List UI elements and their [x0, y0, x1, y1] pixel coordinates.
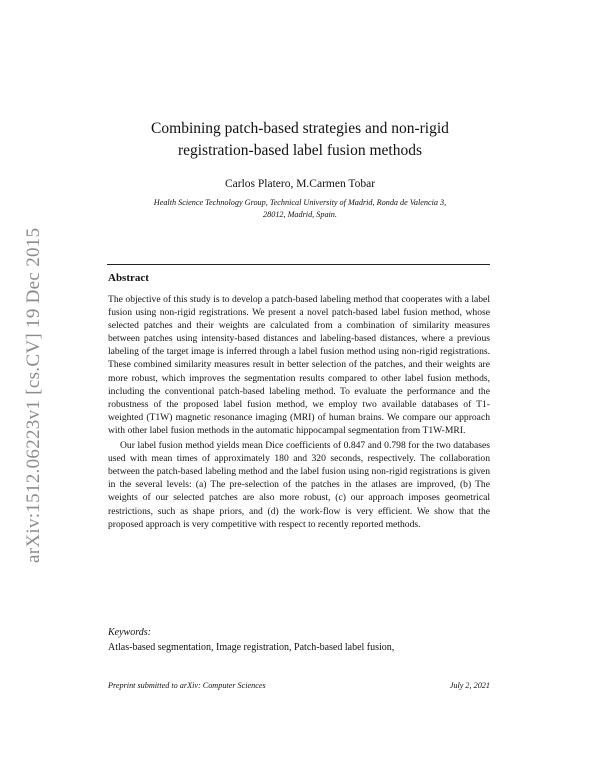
paper-title — [100, 118, 500, 162]
arxiv-identifier-stamp: arXiv:1512.06223v1 [cs.CV] 19 Dec 2015 — [23, 227, 44, 563]
author-affiliation — [100, 197, 500, 221]
keywords-label: Keywords: — [108, 627, 151, 638]
title-line-1: Combining patch-based strategies and non-rigid — [151, 120, 449, 137]
abstract-body — [108, 293, 490, 531]
affiliation-line-2: 28012, Madrid, Spain. — [263, 210, 337, 219]
footer-preprint-note: Preprint submitted to arXiv: Computer Sciences — [108, 681, 266, 690]
page-footer — [108, 681, 490, 690]
abstract-top-rule — [107, 264, 490, 265]
abstract-paragraph-1: The objective of this study is to develop a patch-based labeling method that cooperates with a label fusion using non-rigid registrations. We present a novel patch-based label fusion method, whose selected patches and their weights are calculated from a combination of similarity measures between patches using intensity-based distances and labeling-based distances, where a previous labeling of the target image is inferred through a label fusion method using non-rigid registrations. These combined similarity measures result in better selection of the patches, and their weights are more robust, which improves the segmentation results compared to other label fusion methods, including the conventional patch-based labeling method. To evaluate the performance and the robustness of the proposed label fusion method, we employ two available databases of T1-weighted (T1W) magnetic resonance imaging (MRI) of human brains. We compare our approach with other label fusion methods in the automatic hippocampal segmentation from T1W-MRI. — [108, 294, 490, 436]
affiliation-line-1: Health Science Technology Group, Technical University of Madrid, Ronda de Valencia 3, — [153, 198, 447, 207]
keywords-list: Atlas-based segmentation, Image registration, Patch-based label fusion, — [108, 642, 395, 653]
abstract-paragraph-2: Our label fusion method yields mean Dice coefficients of 0.847 and 0.798 for the two databases used with mean times of approximately 180 and 320 seconds, respectively. The collaboration between the patch-based labeling method and the label fusion using non-rigid registrations is given in the several levels: (a) The pre-selection of the patches in the atlases are improved, (b) The weights of our selected patches are also more robust, (c) our approach imposes geometrical restrictions, such as shape priors, and (d) the work-flow is very efficient. We show that the proposed approach is very competitive with respect to recently reported methods. — [108, 440, 490, 530]
paper-authors: Carlos Platero, M.Carmen Tobar — [224, 178, 376, 190]
footer-date: July 2, 2021 — [449, 681, 490, 690]
abstract-heading: Abstract — [108, 272, 149, 284]
title-line-2: registration-based label fusion methods — [177, 142, 423, 159]
